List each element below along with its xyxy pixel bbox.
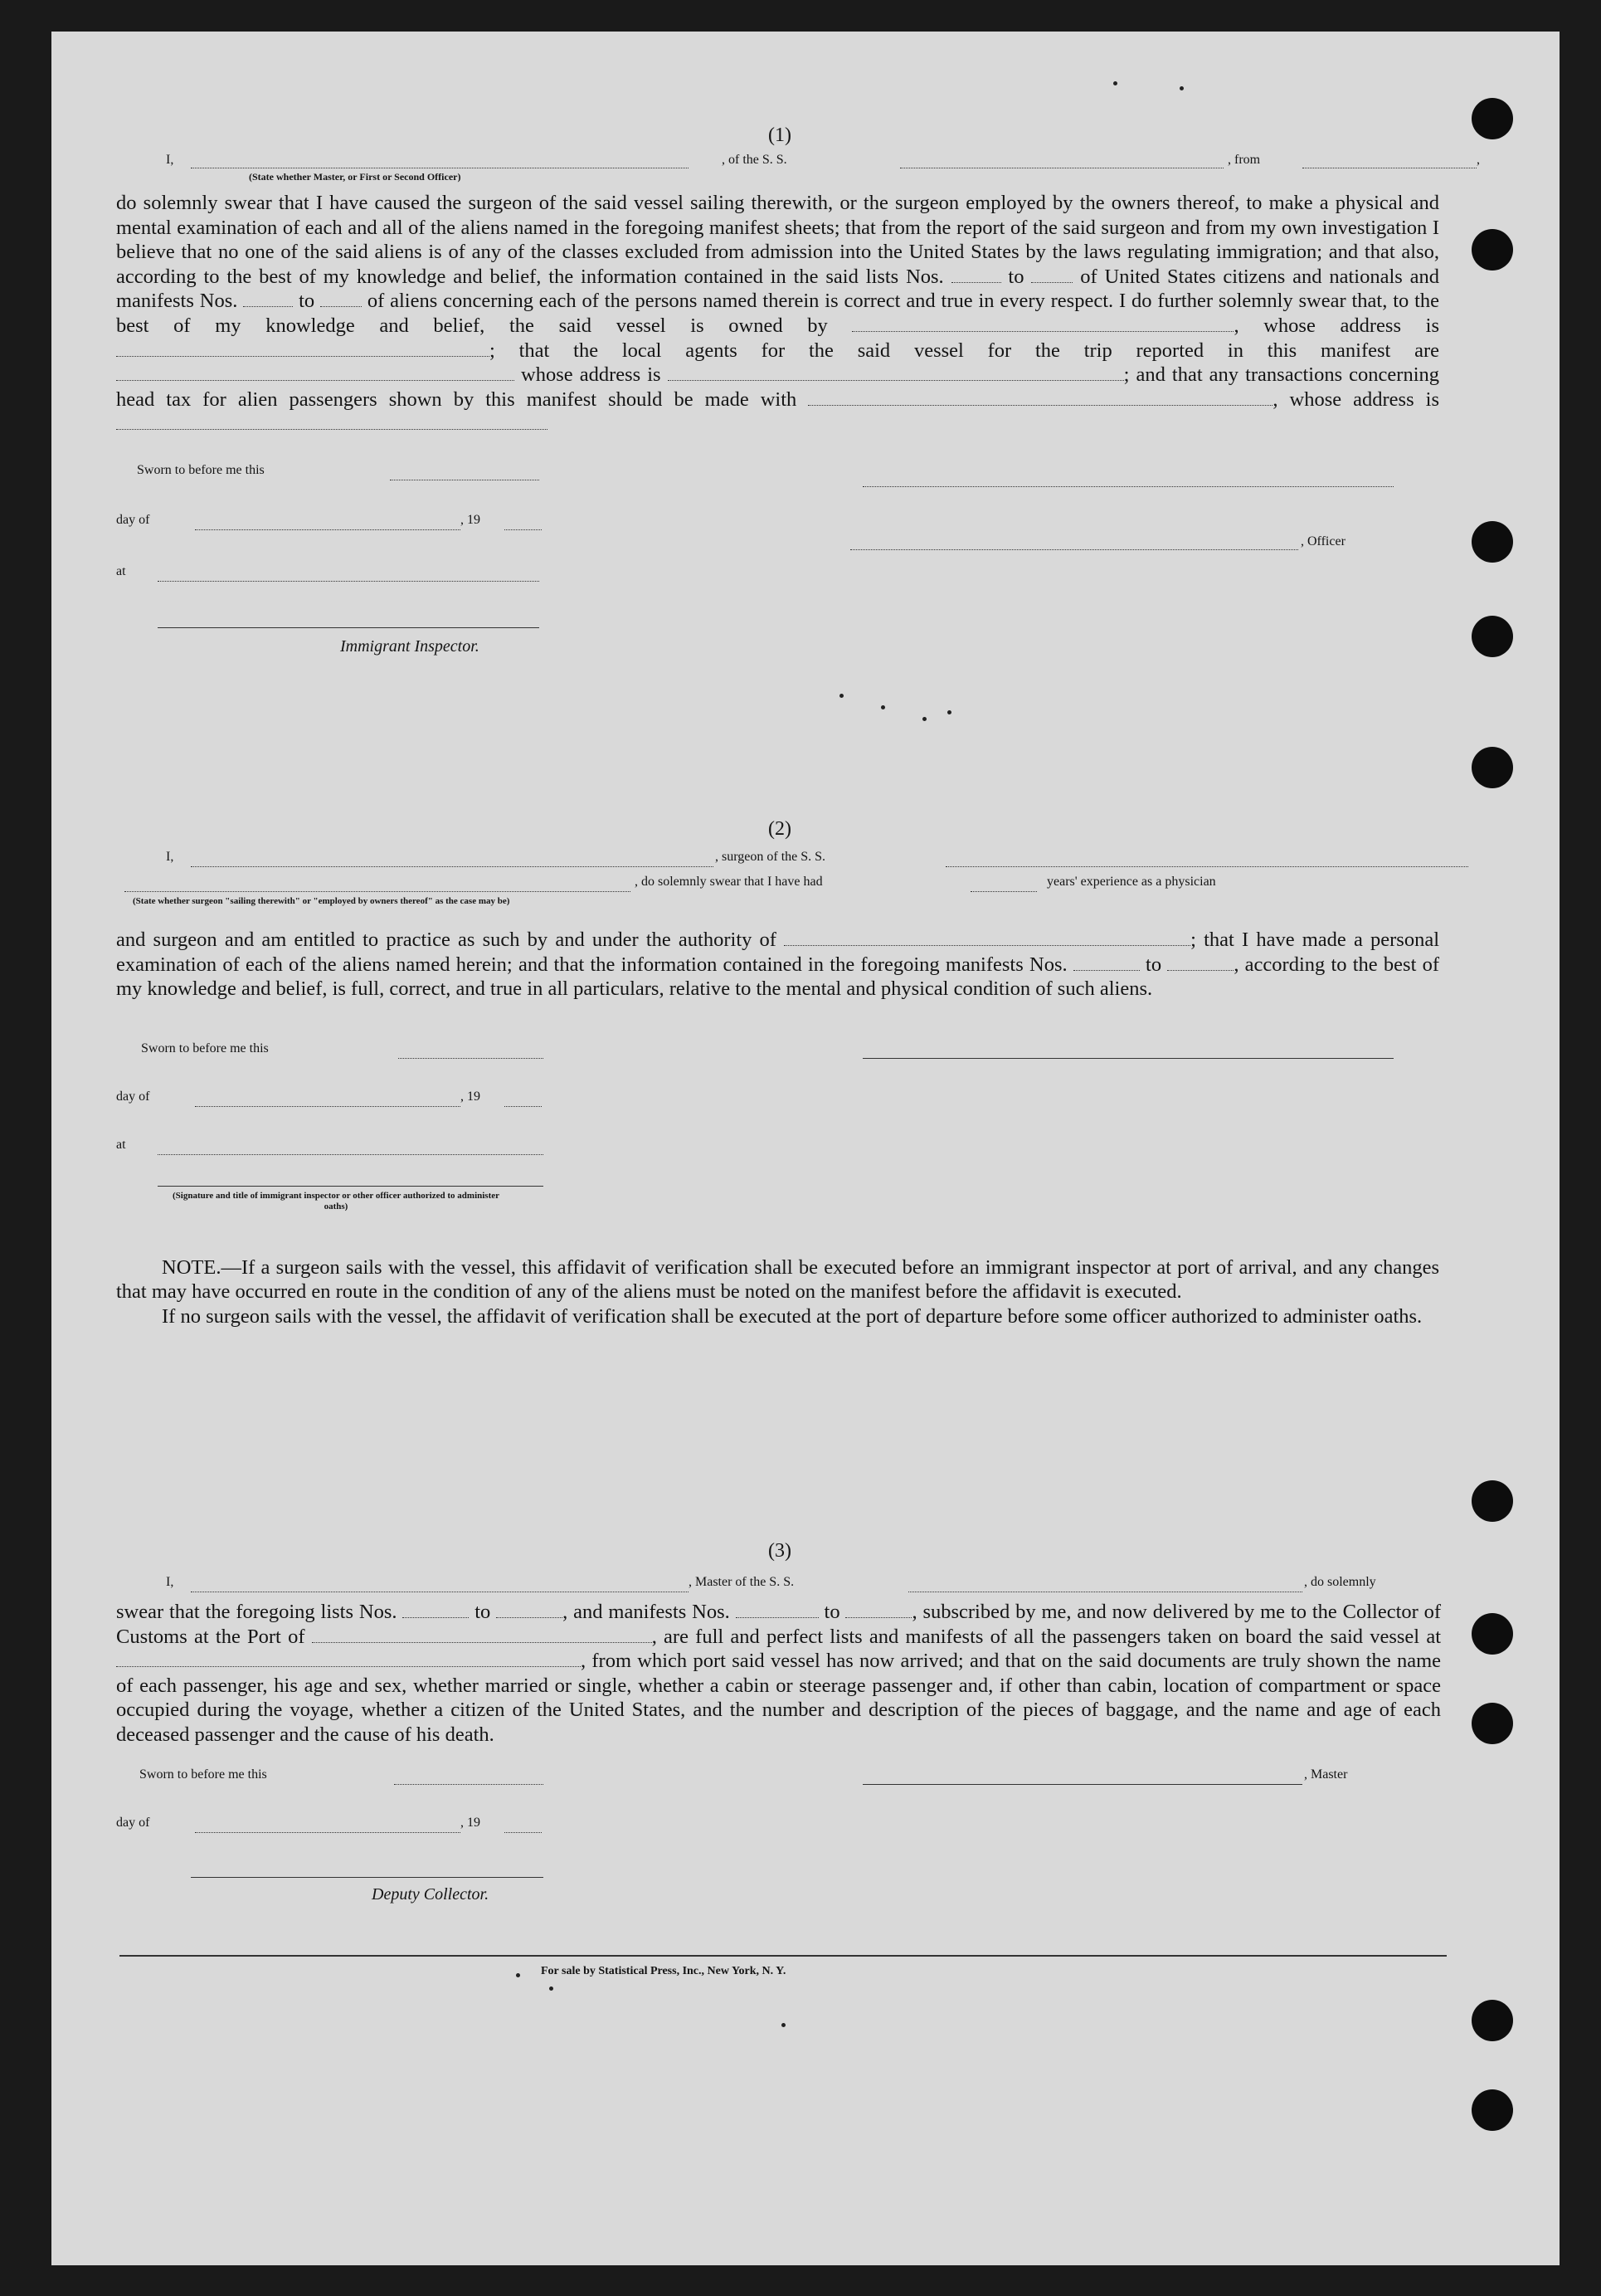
years-field[interactable]: [971, 891, 1037, 892]
at-field[interactable]: [158, 1154, 543, 1155]
lists-nos-from-field[interactable]: [951, 266, 1001, 283]
year-field[interactable]: [504, 1832, 542, 1833]
surgeon-name-field[interactable]: [191, 866, 713, 867]
master-manifests-to-field[interactable]: [845, 1601, 912, 1618]
port-of-field[interactable]: [312, 1626, 652, 1643]
section-3: (3) I, , Master of the S. S. , do solemnly swear that the foregoing lists Nos. to , and manifests Nos. to , subscribed by me, and now delivered by me to the Collector of Customs at the Port of , are full and perfect lists and manifests of all the passengers taken on board the said vessel at , from which port said vessel has now arrived; and that on the said documents are truly shown the name of each passenger, his age and sex, whether married or single, whether a cabin or steerage passenger and, if other than cabin, location of compartment or space occupied during the voyage, whether a citizen of the United States, and the number and description of the pieces of baggage, and the name and age of each deceased passenger and the cause of his death. Sworn to before me this , Master day of , 19 Deputy Collector.: [116, 1538, 1443, 1917]
sworn-label: Sworn to before me this: [137, 462, 265, 477]
year-field[interactable]: [504, 529, 542, 530]
binder-hole: [1472, 229, 1513, 271]
lists-nos-to-field[interactable]: [1031, 266, 1073, 283]
surgeon-manifests-from-field[interactable]: [1073, 953, 1140, 971]
day-of-label: day of: [116, 512, 150, 527]
section-2: (2) I, , surgeon of the S. S. , do solemnly swear that I have had years' experience as a physician (State whether surgeon "sailing therewith" or "employed by owners thereof" as the case may be) and surgeon and am entitled to practice as such by and under the authority of ; that I have made a personal examination of each of the aliens named herein; and that the information contained in the foregoing manifests Nos. to , according to the best of my knowledge and belief, is full, correct, and true in all particulars, relative to the mental and physical condition of such aliens. Sworn to before me this day of , 19 at (Signature and title of immigrant inspector or other officer authorized to administer oaths) NOTE.—If a surgeon sails with the vessel, this affidavit of verification shall be executed before an immigrant inspector at port of arrival, and any changes that may have occurred en route in the condition of any of the aliens must be noted on the manifest before the affidavit is executed. If no surgeon sails with the vessel, the affidavit of verification shall be executed at the port of departure before some officer authorized to administer oaths.: [116, 817, 1443, 1329]
at-label: at: [116, 563, 126, 578]
owner-address-field[interactable]: [116, 339, 489, 357]
label-from: , from: [1228, 153, 1261, 167]
surgeon-of-label: , surgeon of the S. S.: [715, 850, 826, 864]
inspector-signature-line[interactable]: [158, 1186, 543, 1187]
manifests-nos-from-field[interactable]: [243, 290, 293, 307]
surgeon-manifests-to-field[interactable]: [1167, 953, 1234, 971]
signature-caption: (Signature and title of immigrant inspector or other officer authorized to administer oaths): [172, 1190, 500, 1211]
local-agents-field[interactable]: [116, 363, 514, 381]
at-field[interactable]: [158, 581, 539, 582]
head-tax-address-field[interactable]: [116, 412, 547, 430]
owner-field[interactable]: [852, 314, 1234, 332]
note-label: NOTE.: [162, 1255, 221, 1279]
surgeon-status-field[interactable]: [124, 891, 630, 892]
officer-label: , Officer: [1301, 534, 1346, 548]
embarkation-port-field[interactable]: [116, 1650, 581, 1667]
collector-signature-line[interactable]: [191, 1877, 543, 1878]
day-of-field[interactable]: [195, 1832, 460, 1833]
inspector-signature-line[interactable]: [158, 627, 539, 628]
binder-hole: [1472, 1613, 1513, 1655]
binder-hole: [1472, 1480, 1513, 1522]
binder-hole: [1472, 2000, 1513, 2041]
footer-rule: [119, 1955, 1447, 1957]
binder-hole: [1472, 1703, 1513, 1744]
inspector-caption: Immigrant Inspector.: [340, 636, 479, 656]
sworn-date-field[interactable]: [394, 1784, 543, 1785]
day-of-field[interactable]: [195, 1106, 460, 1107]
head-tax-party-field[interactable]: [808, 388, 1273, 406]
collector-caption: Deputy Collector.: [372, 1884, 489, 1904]
master-manifests-from-field[interactable]: [736, 1601, 819, 1618]
binder-hole: [1472, 98, 1513, 139]
authority-field[interactable]: [784, 929, 1190, 946]
field-caption: (State whether Master, or First or Second Officer): [249, 171, 461, 183]
label-of-ss: , of the S. S.: [722, 153, 787, 167]
oath-i: I,: [166, 153, 174, 167]
master-signature-line[interactable]: [863, 1784, 1302, 1785]
binder-hole: [1472, 616, 1513, 657]
master-lists-from-field[interactable]: [402, 1601, 469, 1618]
officer-title-field[interactable]: [863, 486, 1394, 487]
note-text-2: If no surgeon sails with the vessel, the affidavit of verification shall be executed at the port of departure before some officer authorized to administer oaths.: [162, 1304, 1423, 1328]
day-of-field[interactable]: [195, 529, 460, 530]
binder-hole: [1472, 521, 1513, 563]
master-lists-to-field[interactable]: [496, 1601, 562, 1618]
surgeon-signature-line[interactable]: [863, 1058, 1394, 1059]
printer-imprint: For sale by Statistical Press, Inc., New York, N. Y.: [541, 1965, 786, 1977]
surgeon-vessel-field[interactable]: [946, 866, 1468, 867]
binder-hole: [1472, 2089, 1513, 2131]
manifests-nos-to-field[interactable]: [320, 290, 362, 307]
section-number: (3): [768, 1540, 791, 1562]
binder-hole: [1472, 747, 1513, 788]
year-field[interactable]: [504, 1106, 542, 1107]
field-caption: (State whether surgeon "sailing therewith" or "employed by owners thereof" as the case may be): [133, 896, 510, 906]
officer-signature-field[interactable]: [850, 549, 1298, 550]
master-label: , Master: [1304, 1767, 1348, 1782]
agents-address-field[interactable]: [668, 363, 1124, 381]
section-number: (2): [768, 818, 791, 840]
section-number: (1): [768, 124, 791, 146]
section-1: (1) I, (State whether Master, or First or Second Officer) , of the S. S. , from , do solemnly swear that I have caused the surgeon of the said vessel sailing therewith, or the surgeon employed by the owners thereof, to make a physical and mental examination of each and all of the aliens named in the foregoing manifest sheets; that from the report of the said surgeon and from my own investigation I believe that no one of the said aliens is of any of the classes excluded from admission into the United States by the laws regulating immigration; and that also, according to the best of my knowledge and belief, the information contained in the said lists Nos. to of United States citizens and nationals and manifests Nos. to of aliens concerning each of the persons named therein is correct and true in every respect. I do further solemnly swear that, to the best of my knowledge and belief, the said vessel is owned by , whose address is ; that the local agents for the said vessel for the trip reported in this manifest are whose address is ; and that any transactions concerning head tax for alien passengers shown by this manifest should be made with , whose address is Sworn to before me this day of , 19 , Officer at Immigrant Inspector.: [116, 124, 1480, 656]
sworn-date-field[interactable]: [398, 1058, 543, 1059]
note-text: —If a surgeon sails with the vessel, this affidavit of verification shall be executed before an immigrant inspector at port of arrival, and any changes that may have occurred en route in the condition of any of the aliens must be noted on the manifest before the affidavit is executed.: [116, 1255, 1439, 1304]
oath-text: do solemnly swear that I have caused the surgeon of the said vessel sailing therewith, or the surgeon employed by the owners thereof, to make a physical and mental examination of each and all of the aliens named in the foregoing manifest sheets; that from the report of the said surgeon and from my own investigation I believe that no one of the said aliens is of any of the classes excluded from admission into the United States by the laws regulating immigration; and that also, according to the best of my knowledge and belief, the information contained in the said lists Nos.: [116, 192, 1439, 288]
form-sheet: [51, 32, 1560, 2265]
